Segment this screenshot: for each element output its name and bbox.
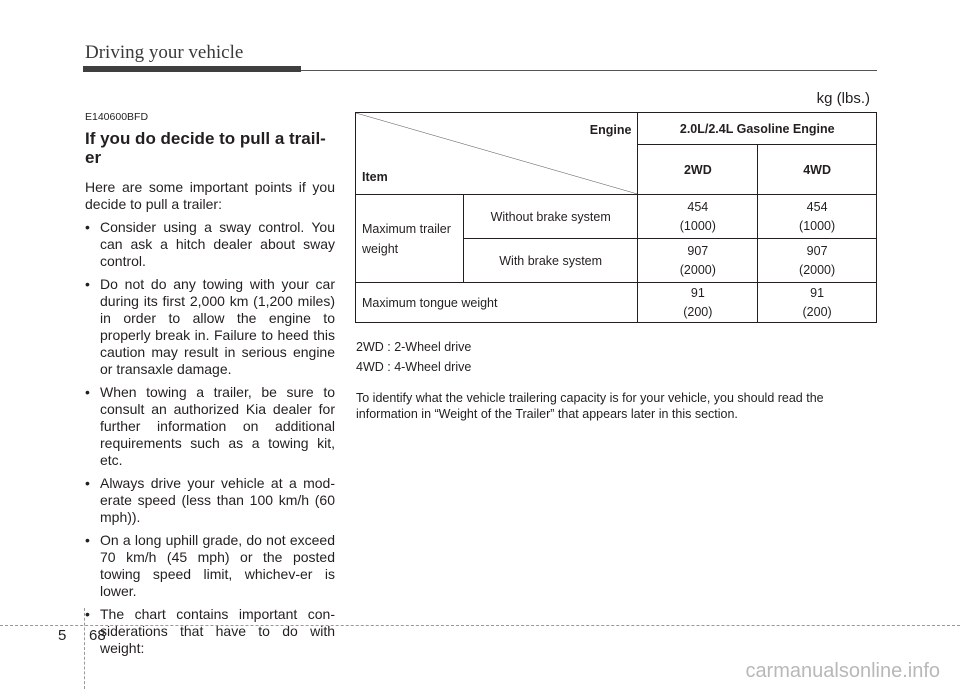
bullet-icon: • — [85, 606, 90, 622]
row-header-without-brake: Without brake system — [463, 195, 638, 239]
cell-without-4wd: 454 (1000) — [758, 195, 877, 239]
intro-paragraph: Here are some important points if you decide to pull a trailer: — [85, 179, 335, 212]
bullet-list — [85, 219, 335, 657]
bullet-icon: • — [85, 475, 90, 491]
watermark: carmanualsonline.info — [745, 660, 940, 682]
list-item: • Consider using a sway control. You can ask a hitch dealer about sway control. — [85, 219, 335, 269]
notes-section — [356, 340, 881, 422]
cell-with-4wd: 907 (2000) — [758, 239, 877, 283]
cell-tongue-2wd: 91 (200) — [638, 283, 758, 323]
section-heading: If you do decide to pull a trail-er — [85, 129, 326, 167]
list-item: • On a long uphill grade, do not exceed 70 km/h (45 mph) or the posted towing speed limit, whichev-er is lower. — [85, 532, 335, 599]
header-rule — [301, 70, 877, 71]
bullet-icon: • — [85, 276, 90, 292]
unit-label: kg (lbs.) — [816, 90, 870, 107]
item-label: Item — [362, 170, 388, 184]
row-header-max-trailer: Maximum trailer weight — [356, 195, 464, 283]
list-item: • The chart contains important con-siderations that have to do with weight: — [85, 606, 335, 656]
col-header-2wd: 2WD — [638, 145, 758, 195]
cell-without-2wd: 454 (1000) — [638, 195, 758, 239]
engine-label: Engine — [589, 123, 632, 137]
section-code: E140600BFD — [85, 111, 149, 123]
col-header-4wd: 4WD — [758, 145, 877, 195]
list-item: • When towing a trailer, be sure to consult an authorized Kia dealer for further information on additional requirements such as a towing kit, etc. — [85, 384, 335, 468]
note-2wd: 2WD : 2-Wheel drive — [356, 340, 472, 354]
note-4wd: 4WD : 4-Wheel drive — [356, 360, 472, 374]
chapter-number: 5 — [58, 627, 67, 644]
engine-header: 2.0L/2.4L Gasoline Engine — [638, 113, 877, 145]
page-header-title: Driving your vehicle — [85, 42, 244, 63]
bullet-icon: • — [85, 219, 90, 235]
left-column — [85, 111, 335, 663]
capacity-note-paragraph: To identify what the vehicle trailering capacity is for your vehicle, you should read the information in “Weight of the Trailer” that appears later in this section. — [356, 391, 824, 421]
towing-spec-table — [355, 112, 877, 323]
footer-rule — [0, 625, 960, 626]
table-diagonal-header — [356, 113, 638, 195]
row-header-with-brake: With brake system — [463, 239, 638, 283]
page-number: 68 — [89, 627, 106, 644]
row-header-tongue: Maximum tongue weight — [356, 283, 638, 323]
bullet-icon: • — [85, 532, 90, 548]
cell-tongue-4wd: 91 (200) — [758, 283, 877, 323]
cell-with-2wd: 907 (2000) — [638, 239, 758, 283]
list-item: • Do not do any towing with your car during its first 2,000 km (1,200 miles) in order to allow the engine to properly break in. Failure to heed this caution may result in serious engine or transaxle damage. — [85, 276, 335, 377]
list-item: • Always drive your vehicle at a mod-erate speed (less than 100 km/h (60 mph)). — [85, 475, 335, 525]
header-bar — [83, 66, 301, 72]
footer-divider — [84, 608, 85, 689]
bullet-icon: • — [85, 384, 90, 400]
